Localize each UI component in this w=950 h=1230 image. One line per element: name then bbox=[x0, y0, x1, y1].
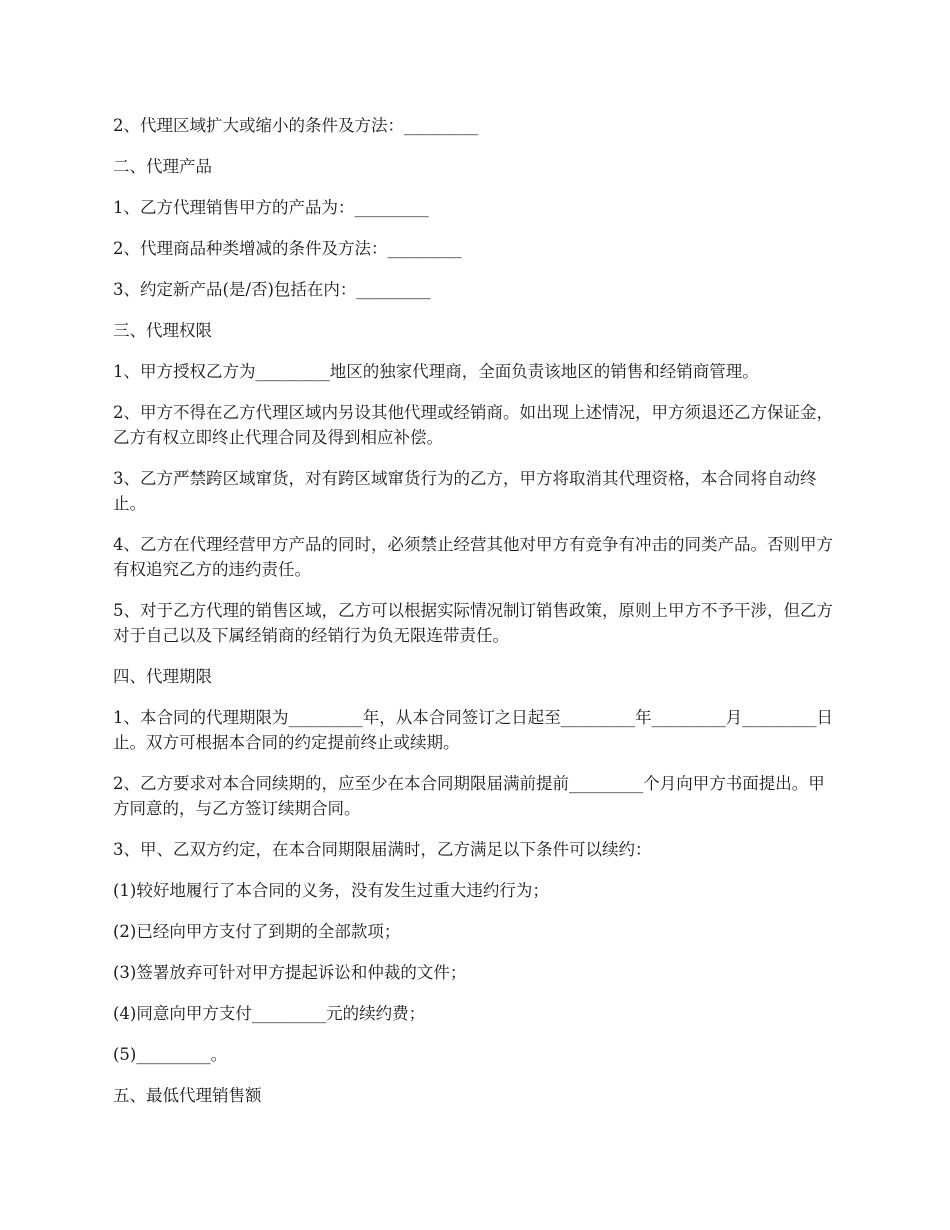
clause-sales-policy: 5、对于乙方代理的销售区域，乙方可以根据实际情况制订销售政策，原则上甲方不予干涉，但乙方对于自己以及下属经销商的经销行为负无限连带责任。 bbox=[113, 601, 833, 645]
clause-products: 1、乙方代理销售甲方的产品为：_________ bbox=[113, 198, 429, 217]
clause-renewal-request: 2、乙方要求对本合同续期的，应至少在本合同期限届满前提前_________个月向甲方书面提出。甲方同意的，与乙方签订续期合同。 bbox=[113, 774, 825, 818]
renewal-condition-3: (3)签署放弃可针对甲方提起诉讼和仲裁的文件； bbox=[113, 963, 467, 982]
clause-product-change-conditions: 2、代理商品种类增减的条件及方法：_________ bbox=[113, 239, 462, 258]
document-body bbox=[113, 113, 839, 1124]
clause-region-change-conditions: 2、代理区域扩大或缩小的条件及方法：_________ bbox=[113, 116, 479, 135]
renewal-condition-2: (2)已经向甲方支付了到期的全部款项； bbox=[113, 922, 401, 941]
renewal-condition-5: (5)_________。 bbox=[113, 1045, 228, 1064]
renewal-condition-4: (4)同意向甲方支付_________元的续约费； bbox=[113, 1004, 426, 1023]
section-heading-products: 二、代理产品 bbox=[113, 157, 212, 176]
section-heading-authority: 三、代理权限 bbox=[113, 321, 212, 340]
clause-new-products: 3、约定新产品(是/否)包括在内：_________ bbox=[113, 280, 431, 299]
clause-exclusive-agent: 1、甲方授权乙方为_________地区的独家代理商，全面负责该地区的销售和经销商管理。 bbox=[113, 362, 759, 381]
section-heading-term: 四、代理期限 bbox=[113, 667, 212, 686]
section-heading-minimum-sales: 五、最低代理销售额 bbox=[113, 1086, 262, 1105]
clause-cross-region-ban: 3、乙方严禁跨区域窜货，对有跨区域窜货行为的乙方，甲方将取消其代理资格，本合同将自动终止。 bbox=[113, 469, 817, 513]
clause-renewal-conditions: 3、甲、乙双方约定，在本合同期限届满时，乙方满足以下条件可以续约： bbox=[113, 840, 652, 859]
clause-no-other-agents: 2、甲方不得在乙方代理区域内另设其他代理或经销商。如出现上述情况，甲方须退还乙方保证金，乙方有权立即终止代理合同及得到相应补偿。 bbox=[113, 403, 833, 447]
clause-non-compete: 4、乙方在代理经营甲方产品的同时，必须禁止经营其他对甲方有竞争有冲击的同类产品。否则甲方有权追究乙方的违约责任。 bbox=[113, 535, 833, 579]
clause-term-period: 1、本合同的代理期限为_________年，从本合同签订之日起至_________年_________月_________日止。双方可根据本合同的约定提前终止或续期。 bbox=[113, 708, 833, 752]
renewal-condition-1: (1)较好地履行了本合同的义务，没有发生过重大违约行为； bbox=[113, 881, 549, 900]
